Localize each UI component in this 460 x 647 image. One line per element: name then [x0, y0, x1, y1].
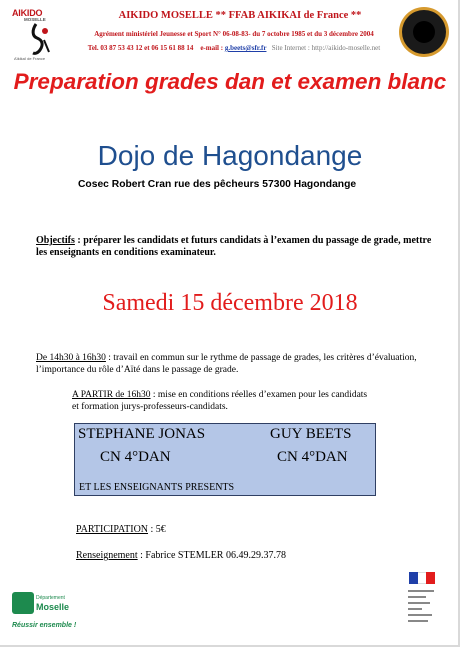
session-1-text: : travail en commun sur le rythme de passage de grades, les critères d’évaluation, l’importance du rôle d’Aïté dans le passage de grade.	[36, 353, 417, 375]
republique-francaise-logo-icon	[404, 568, 440, 638]
venue-address: Cosec Robert Cran rue des pêcheurs 57300 Hagondange	[78, 179, 357, 190]
examiner-2-grade: CN 4°DAN	[277, 449, 348, 465]
aikido-moselle-logo	[12, 8, 70, 64]
ffab-seal-icon	[402, 10, 446, 54]
contact-text: : Fabrice STEMLER 06.49.29.37.78	[137, 550, 286, 561]
examiners-box	[74, 423, 376, 496]
moselle-dept: Département	[36, 595, 65, 601]
header-contact	[74, 44, 394, 52]
header-email-label: e-mail :	[200, 44, 225, 52]
logo-wordmark: AIKIDO	[12, 8, 43, 18]
examiners-extra: ET LES ENSEIGNANTS PRESENTS	[79, 482, 235, 493]
objectives-paragraph	[36, 235, 436, 259]
participation-label: PARTICIPATION	[76, 524, 149, 535]
moselle-name: Moselle	[36, 602, 70, 612]
contact-label: Renseignement	[76, 550, 138, 561]
program-session-2	[72, 389, 372, 413]
header-site: Site Internet : http://aikido-moselle.net	[271, 44, 381, 52]
event-date: Samedi 15 décembre 2018	[102, 290, 358, 316]
moselle-logo	[12, 592, 82, 640]
logo-caption: Aïkikaï de France	[14, 56, 46, 61]
aikido-calligraphy-icon	[30, 22, 52, 56]
session-1-time: De 14h30 à 16h30	[36, 353, 106, 363]
seal-center	[413, 21, 435, 43]
header-agrement: Agrément ministériel Jeunesse et Sport N° 06-08-83- du 7 octobre 1985 et du 3 décembre 2004	[94, 30, 374, 38]
session-2-time: A PARTIR de 16h30	[72, 390, 151, 400]
examiner-1-grade: CN 4°DAN	[100, 449, 171, 465]
logo-subtitle: MOSELLE	[24, 17, 46, 22]
program-session-1	[36, 352, 436, 376]
session-2-text: : mise en conditions réelles d’examen pour les candidats et formation jurys-professeurs-candidats.	[72, 390, 368, 412]
objectives-label: Objectifs	[36, 235, 75, 246]
moselle-slogan: Réussir ensemble !	[12, 622, 77, 629]
page-title: Preparation grades dan et examen blanc	[13, 69, 447, 94]
header-tel: Tel. 03 87 53 43 12 et 06 15 61 88 14	[87, 44, 194, 52]
participation-price: : 5€	[148, 524, 166, 535]
header-org-line: AIKIDO MOSELLE ** FFAB AIKIKAI de France **	[118, 10, 362, 21]
examiner-1-name: STEPHANE JONAS	[78, 426, 206, 442]
examiner-2-name: GUY BEETS	[270, 426, 352, 442]
french-flag-icon	[409, 572, 435, 584]
contact-line	[76, 550, 286, 561]
objectives-text: : préparer les candidats et futurs candidats à l’examen du passage de grade, mettre les enseignants en conditions examinateur.	[36, 235, 432, 258]
moselle-logo-icon	[12, 592, 34, 614]
venue-heading: Dojo de Hagondange	[97, 140, 363, 171]
prefecture-text-lines	[408, 590, 436, 626]
participation-line	[76, 524, 166, 535]
header-email-link[interactable]: g.beets@sfr.fr	[224, 44, 267, 52]
